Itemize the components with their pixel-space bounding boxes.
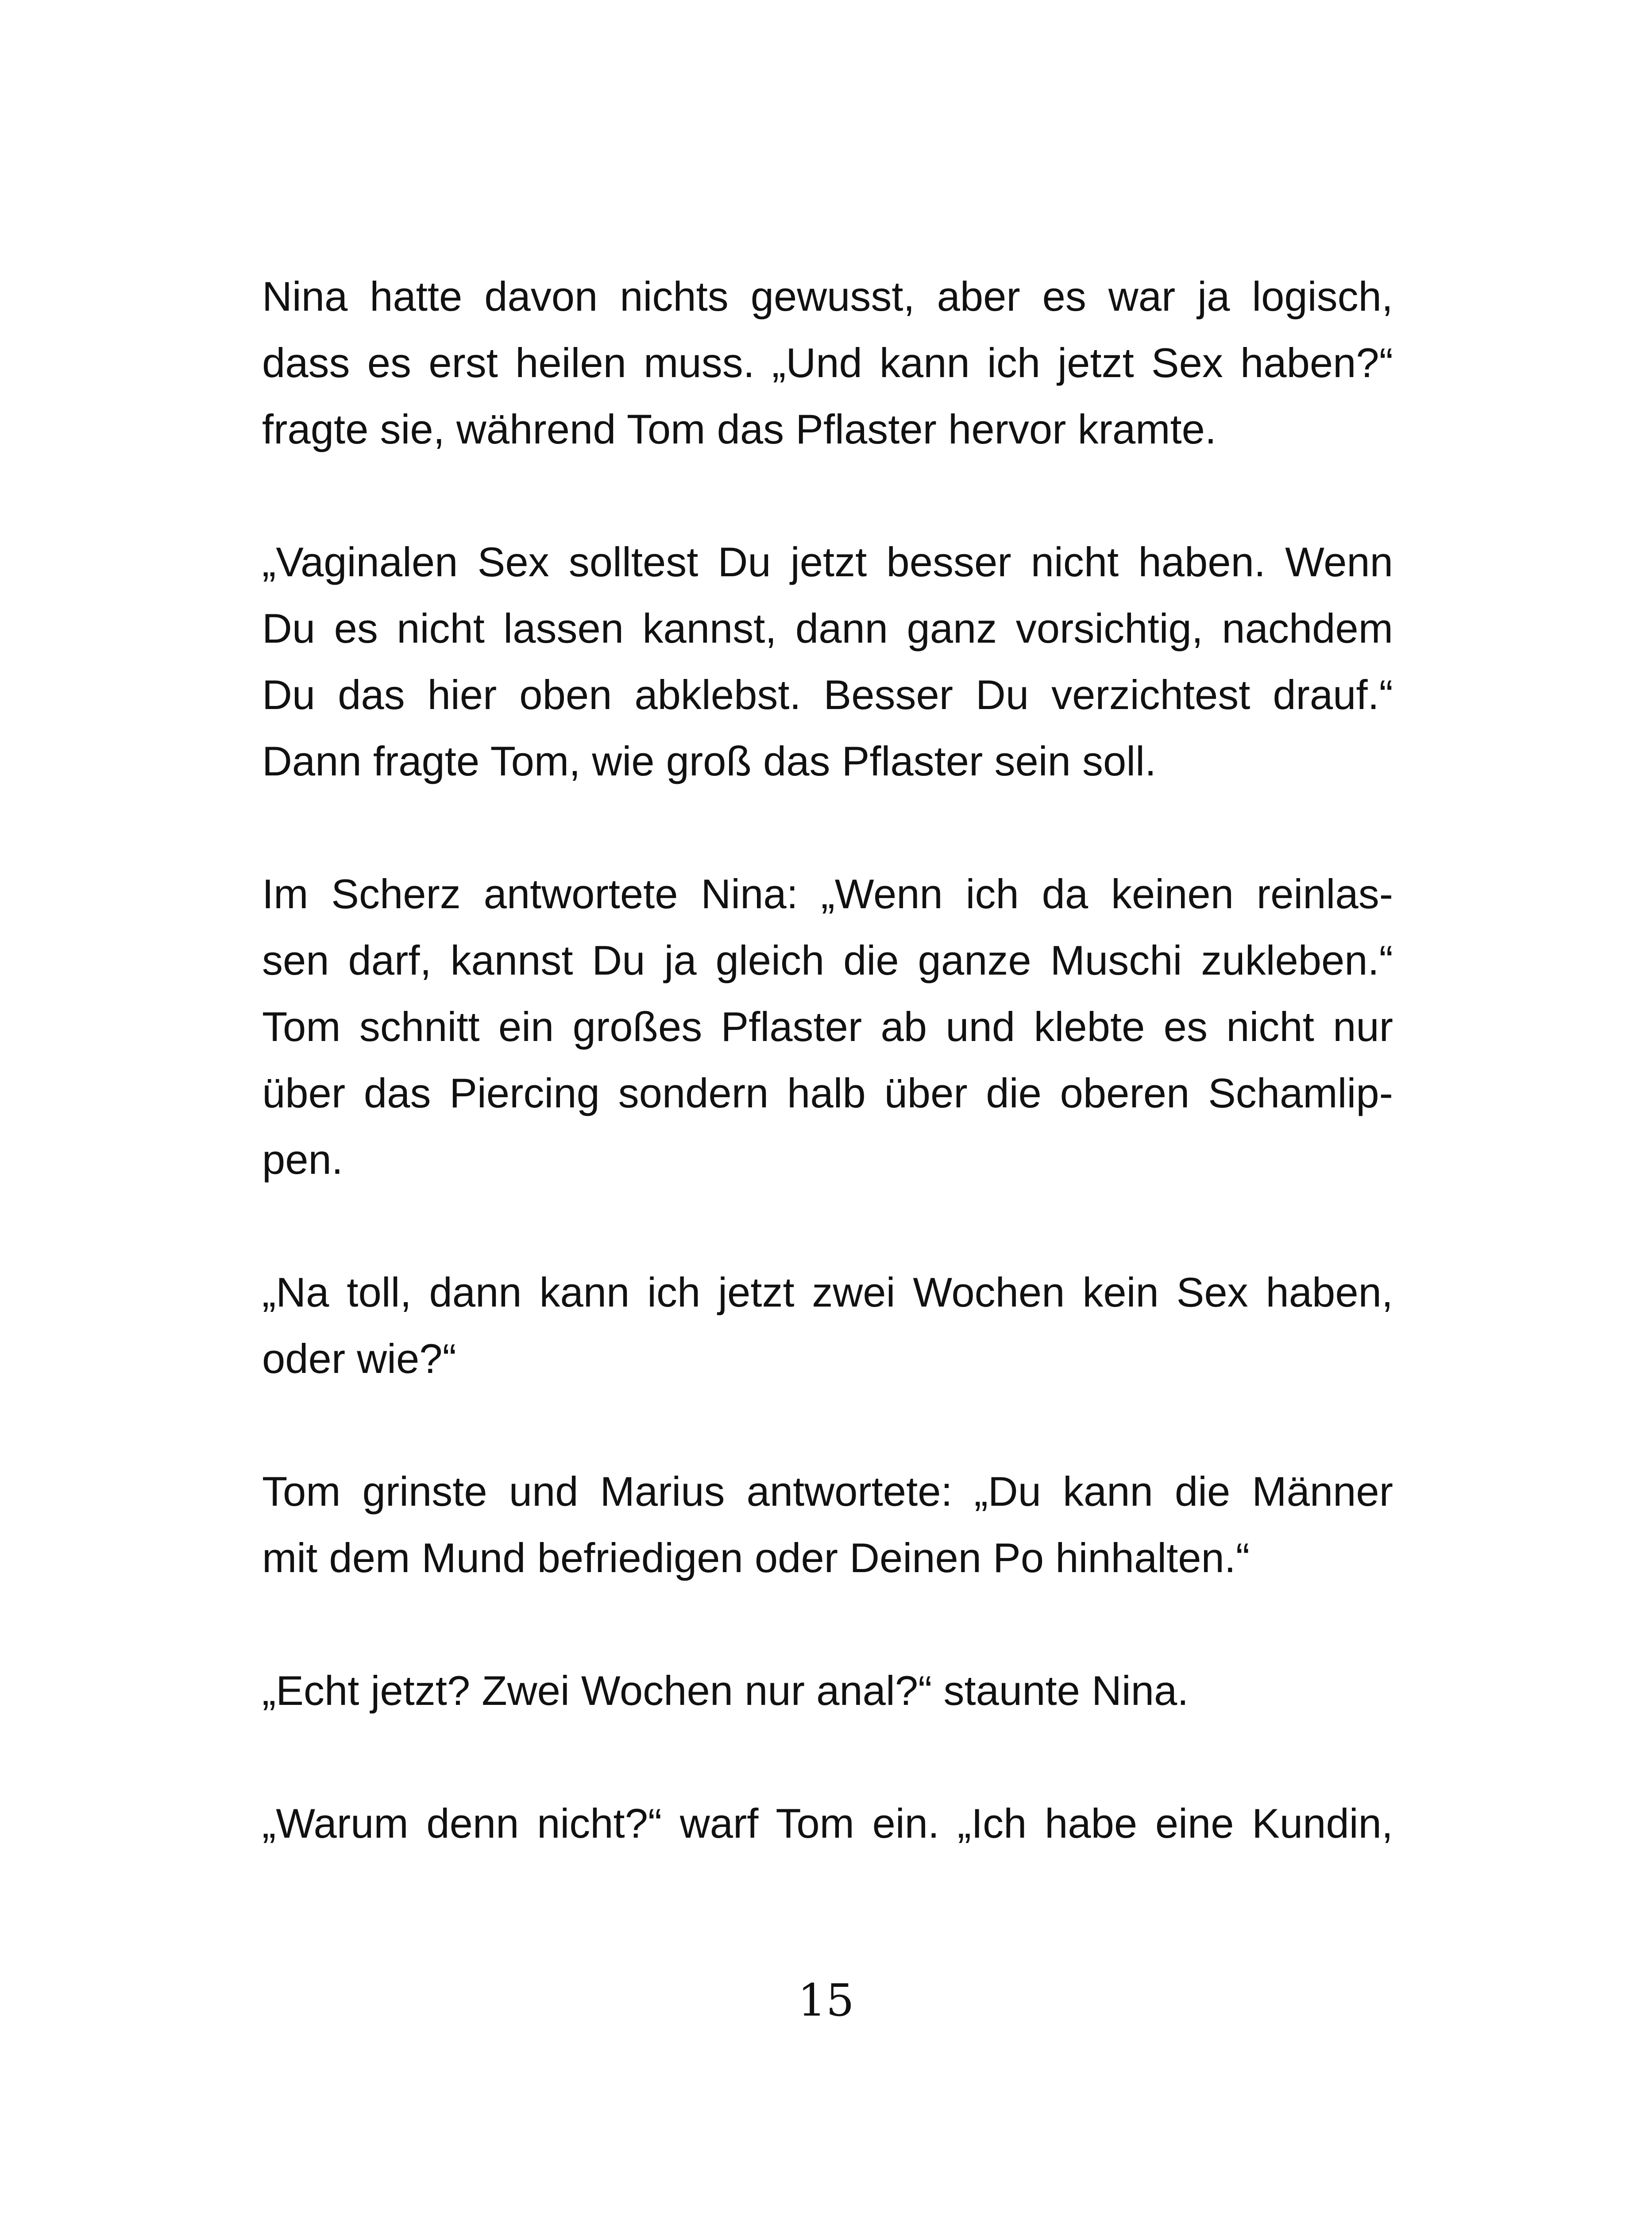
paragraph-5 [262,1458,1393,1591]
text-line: Im Scherz antwortete Nina: „Wenn ich da keinen reinlas- [262,871,1393,917]
paragraph-1 [262,263,1393,463]
text-line: Tom grinste und Marius antwortete: „Du kann die Männer [262,1468,1393,1515]
text-line: über das Piercing sondern halb über die oberen Schamlip- [262,1070,1393,1116]
text-line: „Vaginalen Sex solltest Du jetzt besser nicht haben. Wenn [262,539,1393,585]
page-number: 15 [798,1974,854,2026]
text-line: mit dem Mund befriedigen oder Deinen Po hinhalten.“ [262,1534,1250,1581]
text-line: Du es nicht lassen kannst, dann ganz vorsichtig, nachdem [262,605,1393,652]
text-line: fragte sie, während Tom das Pflaster hervor kramte. [262,406,1216,452]
body-text [262,263,1393,1923]
paragraph-3 [262,861,1393,1193]
text-line: „Warum denn nicht?“ warf Tom ein. „Ich habe eine Kundin, [262,1800,1393,1847]
text-line: oder wie?“ [262,1335,456,1382]
paragraph-7 [262,1790,1393,1857]
text-line: „Na toll, dann kann ich jetzt zwei Wochen kein Sex haben, [262,1269,1393,1315]
text-line: pen. [262,1136,343,1183]
text-line: Du das hier oben abklebst. Besser Du verzichtest drauf.“ [262,671,1393,718]
text-line: „Echt jetzt? Zwei Wochen nur anal?“ staunte Nina. [262,1667,1189,1714]
text-line: sen darf, kannst Du ja gleich die ganze Muschi zukleben.“ [262,937,1393,983]
text-line: Dann fragte Tom, wie groß das Pflaster sein soll. [262,738,1157,784]
paragraph-2 [262,529,1393,794]
text-line: Nina hatte davon nichts gewusst, aber es war ja logisch, [262,273,1393,320]
paragraph-4 [262,1259,1393,1392]
paragraph-6 [262,1658,1393,1724]
text-line: Tom schnitt ein großes Pflaster ab und klebte es nicht nur [262,1003,1393,1050]
text-line: dass es erst heilen muss. „Und kann ich jetzt Sex haben?“ [262,339,1393,386]
